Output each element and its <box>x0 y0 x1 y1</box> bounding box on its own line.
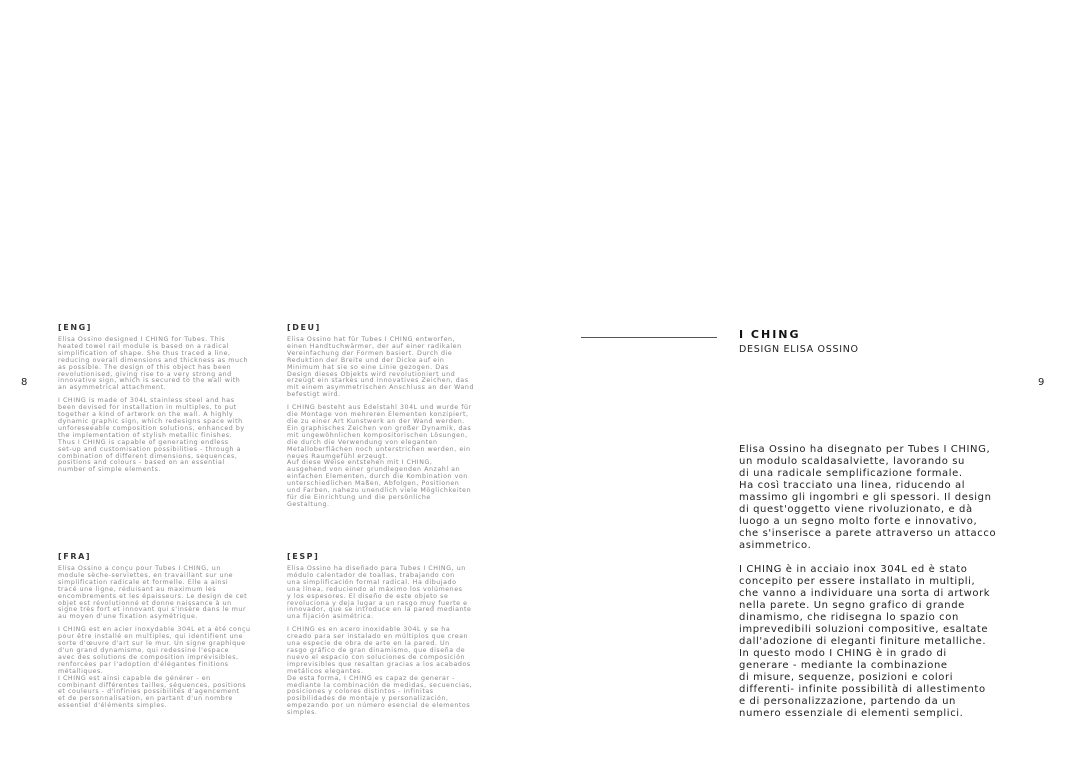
section-heading-deu: [DEU] <box>287 323 321 332</box>
paragraph: I CHING is made of 304L stainless steel and has been devised for installation in multiples, to put together a kind of artwork on the wall. A highly dynamic graphic sign, which redesigns space with unforeseeable composition solutions, enhanced by the implementation of stylish metallic finishes. Thus I CHING is capable of generating endless set-up and customisation possibilities - through a combination of different dimensions, sequences, positions and colours - based on an essential number of simple elements. <box>58 397 245 474</box>
section-fra <box>58 552 258 716</box>
section-eng <box>58 323 258 480</box>
divider-line <box>581 337 717 338</box>
paragraph: I CHING è in acciaio inox 304L ed è stato concepito per essere installato in multipli, che vanno a individuare una sorta di artwork nella parete. Un segno grafico di grande dinamismo, che ridisegna lo spazio con imprevedibili soluzioni compositive, esaltate dall'adozione di eleganti finiture metalliche. In questo modo I CHING è in grado di generare - mediante la combinazione di misure, sequenze, posizioni e colori differenti- infinite possibilità di allestimento e di personalizzazione, partendo da un numero essenziale di elementi semplici. <box>739 564 991 719</box>
paragraph: Elisa Ossino designed I CHING for Tubes. This heated towel rail module is based on a radical simplification of shape. She thus traced a line, reducing overall dimensions and thickness as much as possible. The design of this object has been revolutionised, giving rise to a very strong and innovative sign, which is secured to the wall with an asymmetrical attachment. <box>58 336 249 392</box>
italian-description <box>739 444 1029 732</box>
section-body-esp <box>287 566 487 717</box>
paragraph: I CHING besteht aus Edelstahl 304L und wurde für die Montage von mehreren Elementen konzipiert, die zu einer Art Kunstwerk an der Wand werden. Ein graphisches Zeichen von großer Dynamik, das mit ungewöhnlichen kompositorischen Lösungen, die durch die Verwendung von eleganten Metalloberflächen noch unterstrichen werden, ein neues Raumgefühl erzeugt. Auf diese Weise entstehen mit I CHING, ausgehend von einer grundlegenden Anzahl an einfachen Elementen, durch die Kombination von unterschiedlichen Maßen, Abfolgen, Positionen und Farben, nahezu unendlich viele Möglichkeiten für die Einrichtung und die persönliche Gestaltung. <box>287 404 472 508</box>
paragraph: Elisa Ossino ha disegnato per Tubes I CHING, un modulo scaldasalviette, lavorando su di una radicale semplificazione formale. Ha così tracciato una linea, riducendo al massimo gli ingombri e gli spessori. Il design di quest'oggetto viene rivoluzionato, e dà luogo a un segno molto forte e innovativo, che s'inserisce a parete attraverso un attacco asimmetrico. <box>739 444 997 551</box>
product-subtitle: DESIGN ELISA OSSINO <box>739 344 859 355</box>
section-esp <box>287 552 487 723</box>
section-deu <box>287 323 487 515</box>
section-heading-eng: [ENG] <box>58 323 93 332</box>
paragraph: Elisa Ossino hat für Tubes I CHING entworfen, einen Handtuchwärmer, der auf einer radikalen Vereinfachung der Formen basiert. Durch die Reduktion der Breite und der Dicke auf ein Minimum hat sie so eine Linie gezogen. Das Design dieses Objekts wird revolutioniert und erzeugt ein starkes und innovatives Zeichen, das mit einem asymmetrischen Anschluss an der Wand befestigt wird. <box>287 336 475 399</box>
section-body-eng <box>58 337 258 474</box>
paragraph: Elisa Ossino ha diseñado para Tubes I CHING, un módulo calentador de toallas, trabajando con una simplificación formal radical. Ha dibujado una línea, reduciendo al máximo los volúmenes y los espesores. El diseño de este objeto se revoluciona y deja lugar a un rasgo muy fuerte e innovador, que se introduce en la pared mediante una fijación asimétrica. <box>287 565 472 621</box>
page-number-right: 9 <box>1038 377 1045 388</box>
paragraph: I CHING est en acier inoxydable 304L et a été conçu pour être installé en multiples, qui identifient une sorte d'œuvre d'art sur le mur. Un signe graphique d'un grand dynamisme, qui redessine l'espace avec des solutions de composition imprévisibles, renforcées par l'adoption d'élégantes finitions métalliques. I CHING est ainsi capable de générer - en combinant différentes tailles, séquences, positions et couleurs - d'infinies possibilités d'agencement et de personnalisation, en partant d'un nombre essentiel d'éléments simples. <box>58 626 251 710</box>
section-body-deu <box>287 337 487 509</box>
section-heading-fra: [FRA] <box>58 552 92 561</box>
section-heading-esp: [ESP] <box>287 552 320 561</box>
paragraph: Elisa Ossino a conçu pour Tubes I CHING, un module sèche-serviettes, en travaillant sur une simplification radicale et formelle. Elle a ainsi tracé une ligne, réduisant au maximum les encombrements et les épaisseurs. Le design de cet objet est révolutionné et donne naissance à un signe très fort et innovant qui s'insère dans le mur au moyen d'une fixation asymétrique. <box>58 565 248 621</box>
product-title: I CHING <box>739 328 801 341</box>
paragraph: I CHING es en acero inoxidable 304L y se ha creado para ser instalado en múltiplos que crean una especie de obra de arte en la pared. Un rasgo gráfico de gran dinamismo, que diseña de nuevo el espacio con soluciones de composición imprevisibles que resaltan gracias a los acabados metálicos elegantes. De esta forma, I CHING es capaz de generar - mediante la combinación de medidas, secuencias, posiciones y colores distintos - infinitas posibilidades de montaje y personalización, empezando por un número esencial de elementos simples. <box>287 626 473 717</box>
page-number-left: 8 <box>21 377 28 388</box>
section-body-fra <box>58 566 258 710</box>
